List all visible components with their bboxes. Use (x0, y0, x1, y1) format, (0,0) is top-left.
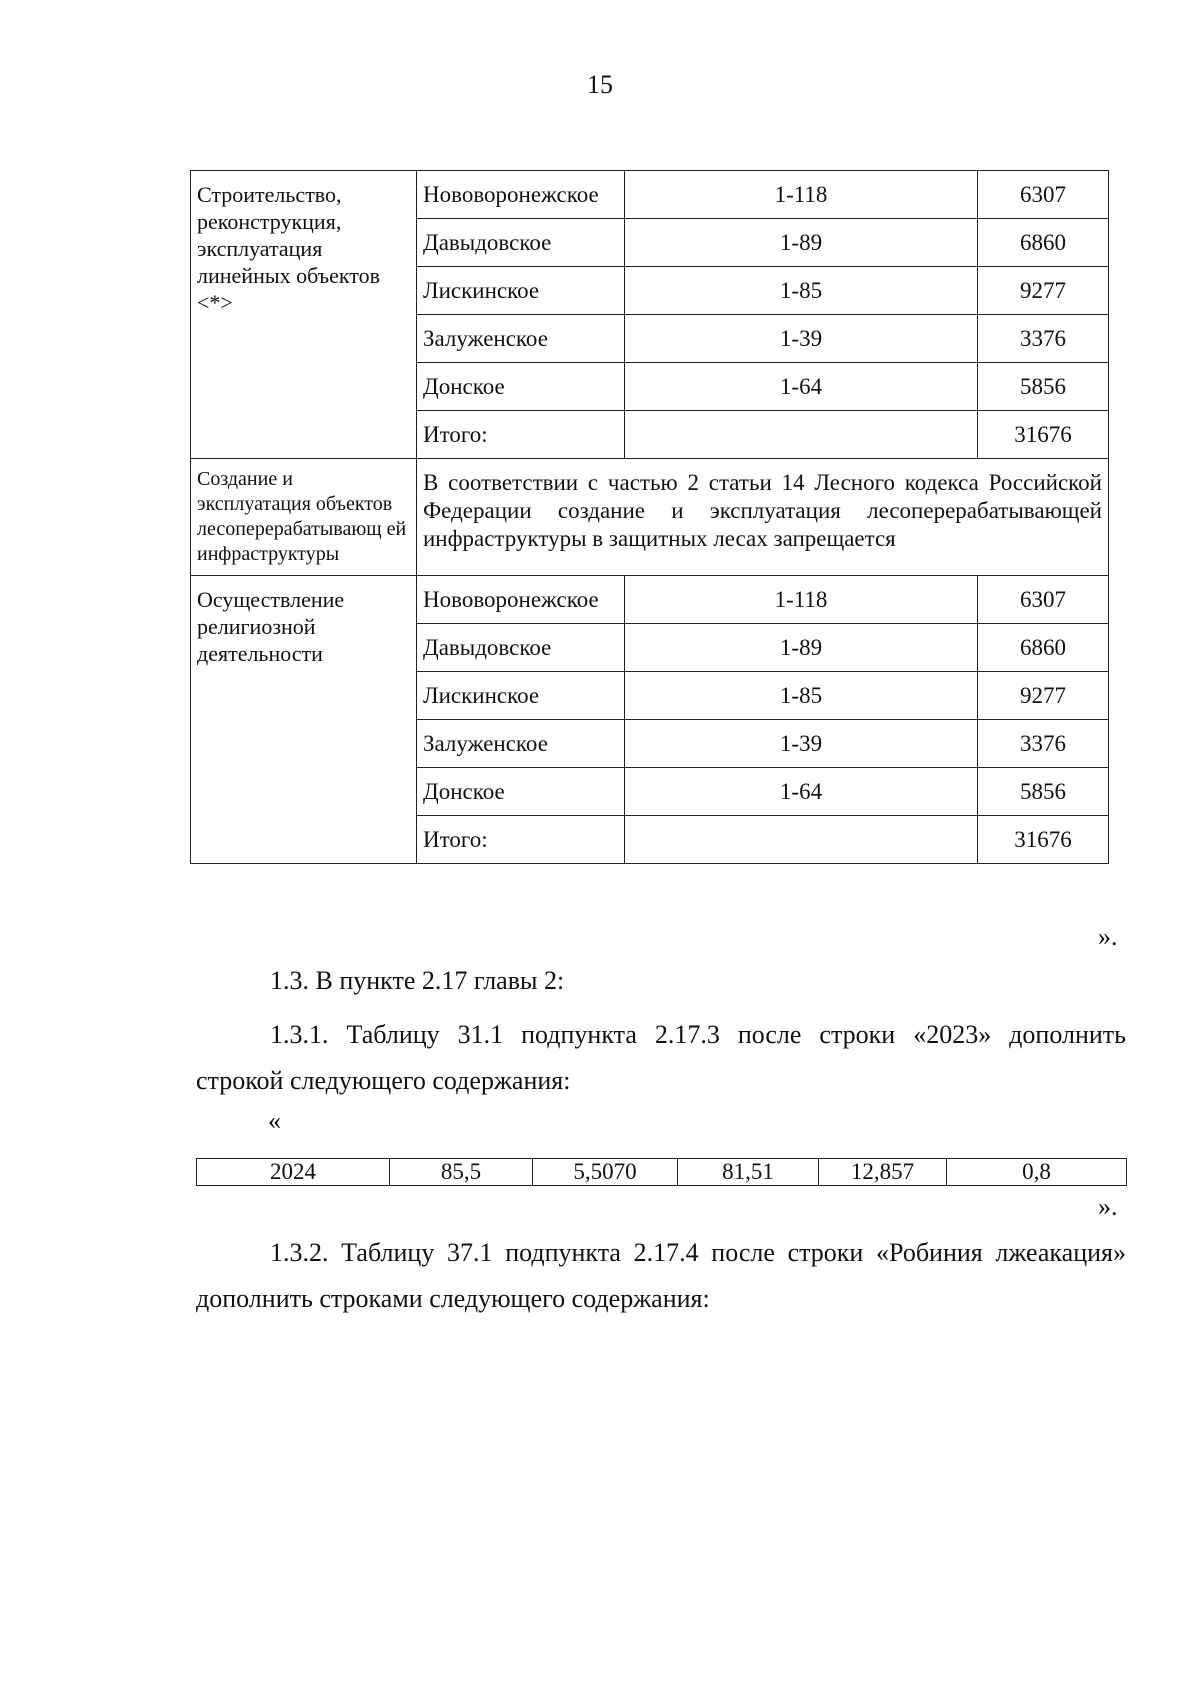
empty-cell (625, 411, 978, 459)
activity-cell: Создание и эксплуатация объектов лесоперерабатывающ ей инфраструктуры (191, 459, 417, 576)
total-value: 31676 (978, 411, 1109, 459)
area-cell: 3376 (978, 720, 1109, 768)
forest-use-table (190, 170, 1109, 864)
forestry-cell: Донское (417, 363, 625, 411)
quarters-cell: 1-64 (625, 768, 978, 816)
forestry-cell: Давыдовское (417, 219, 625, 267)
paragraph-1-3-2: 1.3.2. Таблицу 37.1 подпункта 2.17.4 после строки «Робиния лжеакация» дополнить строками следующего содержания: (196, 1238, 1126, 1313)
area-cell: 6860 (978, 219, 1109, 267)
prohibition-text: В соответствии с частью 2 статьи 14 Лесного кодекса Российской Федерации создание и эксплуатация лесоперерабатывающей инфраструктуры в защитных лесах запрещается (417, 459, 1109, 576)
quarters-cell: 1-85 (625, 672, 978, 720)
quarters-cell: 1-85 (625, 267, 978, 315)
value-cell: 5,5070 (533, 1159, 678, 1186)
inserted-row-table (196, 1158, 1127, 1186)
area-cell: 5856 (978, 768, 1109, 816)
opening-quote: « (268, 1106, 281, 1135)
quarters-cell: 1-89 (625, 624, 978, 672)
quarters-cell: 1-118 (625, 576, 978, 624)
forestry-cell: Донское (417, 768, 625, 816)
area-cell: 9277 (978, 672, 1109, 720)
closing-quote: ». (1098, 922, 1118, 951)
closing-quote: ». (1098, 1192, 1118, 1221)
table-row (191, 459, 1109, 576)
value-cell: 0,8 (947, 1159, 1127, 1186)
paragraph-1-3: 1.3. В пункте 2.17 главы 2: (270, 966, 565, 995)
area-cell: 6307 (978, 171, 1109, 219)
forestry-cell: Нововоронежское (417, 171, 625, 219)
value-cell: 81,51 (678, 1159, 819, 1186)
activity-cell: Осуществление религиозной деятельности (191, 576, 417, 864)
paragraph-1-3-1: 1.3.1. Таблицу 31.1 подпункта 2.17.3 после строки «2023» дополнить строкой следующего содержания: (196, 1020, 1126, 1095)
forestry-cell: Лискинское (417, 267, 625, 315)
area-cell: 9277 (978, 267, 1109, 315)
year-cell: 2024 (197, 1159, 390, 1186)
table-row (191, 171, 1109, 219)
total-label: Итого: (417, 816, 625, 864)
table-row (197, 1159, 1127, 1186)
quarters-cell: 1-118 (625, 171, 978, 219)
forestry-cell: Лискинское (417, 672, 625, 720)
area-cell: 5856 (978, 363, 1109, 411)
forestry-cell: Залуженское (417, 720, 625, 768)
activity-cell: Строительство, реконструкция, эксплуатация линейных объектов <*> (191, 171, 417, 459)
total-value: 31676 (978, 816, 1109, 864)
quarters-cell: 1-39 (625, 315, 978, 363)
forestry-cell: Давыдовское (417, 624, 625, 672)
forestry-cell: Нововоронежское (417, 576, 625, 624)
area-cell: 3376 (978, 315, 1109, 363)
value-cell: 12,857 (819, 1159, 947, 1186)
table-row (191, 576, 1109, 624)
area-cell: 6307 (978, 576, 1109, 624)
quarters-cell: 1-89 (625, 219, 978, 267)
page-number: 15 (587, 70, 613, 99)
empty-cell (625, 816, 978, 864)
area-cell: 6860 (978, 624, 1109, 672)
quarters-cell: 1-64 (625, 363, 978, 411)
total-label: Итого: (417, 411, 625, 459)
value-cell: 85,5 (390, 1159, 533, 1186)
forestry-cell: Залуженское (417, 315, 625, 363)
quarters-cell: 1-39 (625, 720, 978, 768)
